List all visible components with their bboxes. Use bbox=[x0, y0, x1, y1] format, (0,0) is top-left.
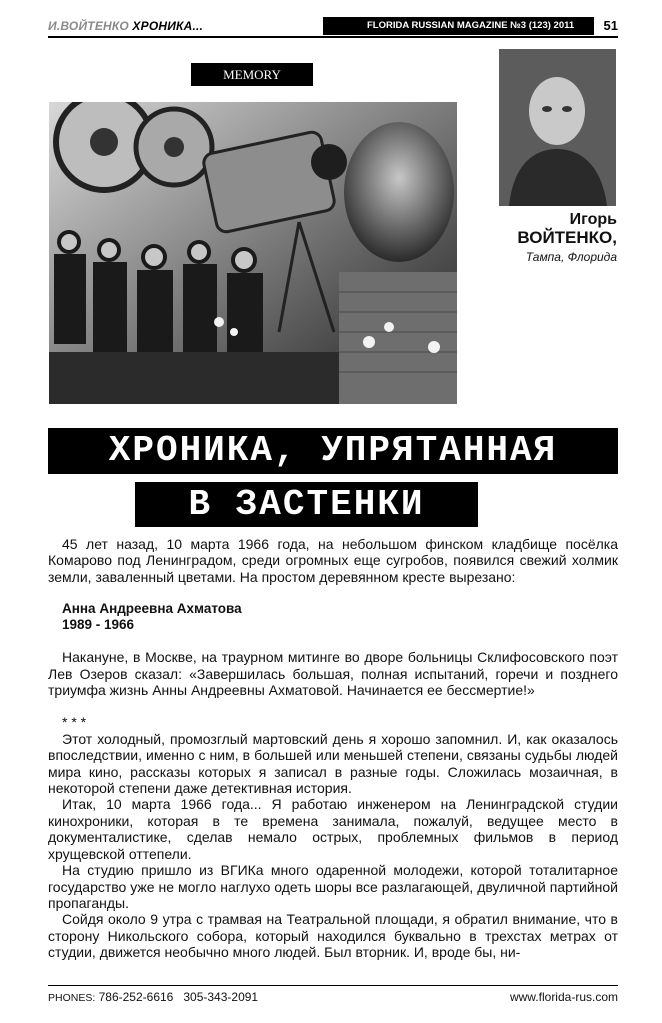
phone-number: 305-343-2091 bbox=[183, 990, 259, 1004]
headline-line-2: В ЗАСТЕНКИ bbox=[135, 482, 478, 527]
footer-website[interactable]: www.florida-rus.com bbox=[509, 990, 618, 1004]
spacer bbox=[48, 585, 618, 601]
hero-photo-collage bbox=[49, 102, 457, 404]
running-head-author: И.ВОЙТЕНКО bbox=[48, 19, 129, 33]
magazine-bar bbox=[323, 17, 618, 35]
page-number: 51 bbox=[594, 17, 618, 35]
article-paragraph: 45 лет назад, 10 марта 1966 года, на небольшом финском кладбище посёлка Комарово под Ленинградом, среди огромных еще сугробов, появился свежий холмик земли, заваленный цветами. На простом деревянном кресте вырезано: bbox=[48, 536, 618, 585]
article-paragraph: Итак, 10 марта 1966 года... Я работаю инженером на Ленинградской студии кинохроники, которая в те времена занимала, пожалуй, ведущее место в документалистике, сделав немало острых, проблемных фильмов в период хрущевской оттепели. bbox=[48, 796, 618, 862]
headline-line-1: ХРОНИКА, УПРЯТАННАЯ bbox=[48, 428, 618, 474]
article-paragraph: Накануне, в Москве, на траурном митинге во дворе больницы Склифосовского поэт Лев Озеров сказал: «Завершилась большая, полная испытаний, горечи и позднего триумфа жизнь Анны Андреевны Ахматовой. Начинается ее бессмертие!» bbox=[48, 649, 618, 699]
author-last-name: ВОЙТЕНКО, bbox=[517, 228, 617, 247]
magazine-issue: FLORIDA RUSSIAN MAGAZINE №3 (123) 2011 bbox=[367, 20, 575, 31]
spacer bbox=[48, 698, 618, 714]
running-head bbox=[48, 19, 203, 33]
running-head-title: ХРОНИКА... bbox=[132, 19, 204, 33]
epitaph-years: 1989 - 1966 bbox=[62, 617, 135, 633]
author-first-name: Игорь bbox=[569, 211, 617, 228]
header-rule bbox=[48, 36, 618, 38]
article-paragraph: На студию пришло из ВГИКа много одаренной молодежи, которой тоталитарное государство уже не могло наглухо одеть шоры все разлагающей, двуличной партийной пропаганды. bbox=[48, 862, 618, 911]
article-paragraph: Сойдя около 9 утра с трамвая на Театральной площади, я обратил внимание, что в сторону Никольского собора, который находился буквально в трехстах метрах от студии, движется необычно много людей. Был вторник. И, вроде бы, ни- bbox=[48, 911, 618, 961]
hero-collage-image bbox=[49, 102, 457, 404]
author-location: Тампа, Флорида bbox=[525, 250, 617, 264]
article-paragraph: Этот холодный, промозглый мартовский день я хорошо запомнил. И, как оказалось впоследствии, именно с ним, в большей или меньшей степени, связаны судьбы людей мира кино, рассказы которых я записал в разные годы. Сложилась мозаичная, в некоторой степени даже детективная история. bbox=[48, 730, 618, 797]
phone-number: 786-252-6616 bbox=[98, 990, 174, 1004]
epitaph-name: Анна Андреевна Ахматова bbox=[62, 601, 242, 617]
author-photo bbox=[499, 49, 616, 206]
phones-label: PHONES: bbox=[48, 992, 96, 1004]
author-byline bbox=[517, 211, 617, 264]
footer-phones bbox=[48, 990, 258, 1004]
footer-rule bbox=[48, 985, 618, 986]
article-body bbox=[48, 536, 618, 961]
spacer bbox=[48, 633, 618, 649]
author-portrait bbox=[499, 49, 616, 206]
section-badge: MEMORY bbox=[191, 63, 313, 86]
section-separator: * * * bbox=[62, 714, 87, 731]
